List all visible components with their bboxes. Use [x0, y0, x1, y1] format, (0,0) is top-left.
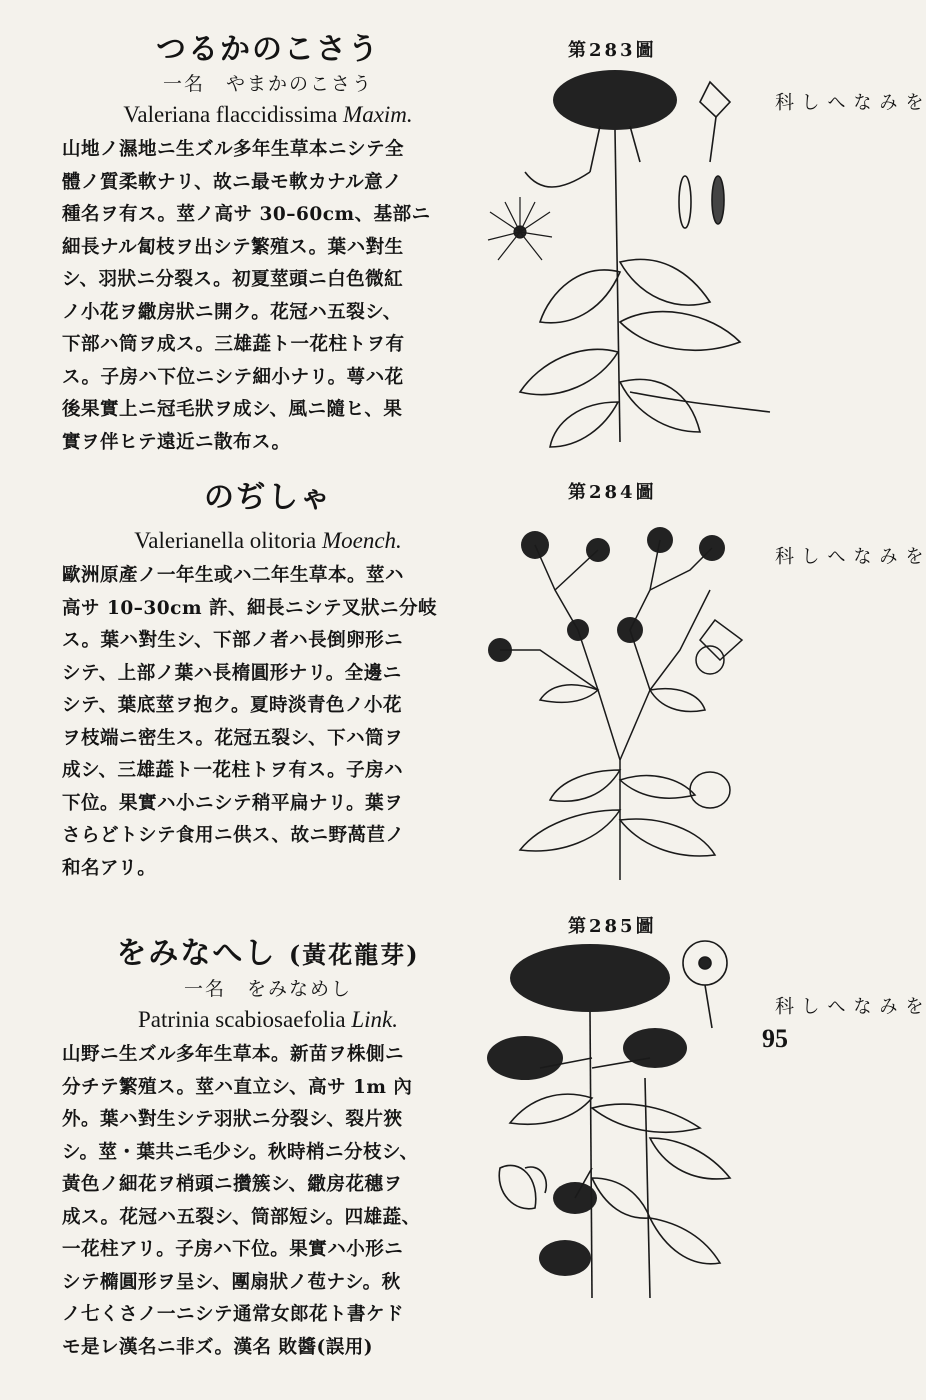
entry-title	[62, 934, 474, 975]
entry-text	[62, 478, 474, 885]
description-line: 成シ、三雄蕋ト一花柱トヲ有ス。子房ハ	[62, 760, 404, 781]
latin-author: Moench.	[321, 528, 402, 553]
description-line: シテ、上部ノ葉ハ長楕圓形ナリ。全邊ニ	[62, 662, 402, 684]
description-line: 下位。果實ハ小ニシテ稍平扁ナリ。葉ヲ	[62, 792, 404, 814]
entry-title: つるかのこさう	[156, 32, 380, 67]
description-line: 體ノ質柔軟ナリ、故ニ最モ軟カナル意ノ	[62, 171, 403, 193]
description-line: シ、羽狀ニ分裂ス。初夏莖頭ニ白色微紅	[62, 269, 404, 290]
leaf-group	[520, 685, 715, 856]
figure-number: 第285圖	[568, 916, 657, 937]
entry-description	[62, 560, 474, 885]
description-line: さらどトシテ食用ニ供ス、故ニ野萵苣ノ	[62, 825, 405, 846]
entry-text	[62, 30, 474, 459]
description-line: 山野ニ生ズル多年生草本。新苗ヲ株側ニ	[62, 1044, 405, 1065]
entry-description	[62, 1039, 474, 1364]
family-label: をみなへし科	[772, 92, 924, 113]
flower-heads	[488, 527, 725, 662]
description-line: 後果實上ニ冠毛狀ヲ成シ、風ニ隨ヒ、果	[62, 399, 403, 420]
latin-binomial: Valeriana flaccidissima	[123, 102, 338, 127]
description-line: ス。葉ハ對生シ、下部ノ者ハ長倒卵形ニ	[62, 630, 404, 651]
leaf-group	[510, 1094, 730, 1264]
description-line: 種名ヲ有ス。莖ノ高サ 30–60cm、基部ニ	[62, 204, 431, 225]
title-kanji-name: (黃花龍芽)	[288, 940, 420, 969]
title-main: をみなへし	[116, 936, 277, 971]
latin-author: Maxim.	[343, 102, 413, 127]
entry-alias: 一名 をみなめし	[183, 978, 352, 1000]
entry-description	[62, 134, 474, 459]
latin-binomial: Valerianella olitoria	[134, 528, 317, 553]
description-line: 分チテ繁殖ス。莖ハ直立シ、高サ 1m 內	[62, 1076, 413, 1098]
description-line: シ。莖・葉共ニ毛少シ。秋時梢ニ分枝シ、	[62, 1141, 419, 1163]
description-line: 歐洲原產ノ一年生或ハ二年生草本。莖ハ	[62, 565, 405, 586]
flower-detail	[690, 620, 742, 808]
flower-clusters	[487, 944, 687, 1276]
family-label: をみなへし科	[772, 546, 924, 567]
description-line: 下部ハ筒ヲ成ス。三雄蕋ト一花柱トヲ有	[62, 334, 405, 355]
description-line: 成ス。花冠ハ五裂シ、筒部短シ。四雄蕋、	[62, 1206, 421, 1228]
entry-text	[62, 934, 474, 1364]
plant-illustration	[480, 938, 780, 1308]
description-line: 高サ 10–30cm 許、細長ニシテ叉狀ニ分岐	[62, 597, 437, 619]
description-line: 黃色ノ細花ヲ梢頭ニ攢簇シ、繖房花穗ヲ	[62, 1174, 403, 1195]
description-line: 外。葉ハ對生シテ羽狀ニ分裂シ、裂片狹	[62, 1109, 403, 1130]
description-line: モ是レ漢名ニ非ズ。漢名 敗醬(誤用)	[62, 1336, 374, 1358]
figure-number: 第283圖	[568, 40, 657, 61]
flower-detail	[679, 82, 730, 228]
leaf-group	[520, 259, 770, 447]
description-line: 細長ナル匐枝ヲ出シテ繁殖ス。葉ハ對生	[62, 236, 404, 258]
latin-name	[62, 1003, 474, 1037]
description-line: 山地ノ濕地ニ生ズル多年生草本ニシテ全	[62, 139, 405, 160]
description-line: ノ小花ヲ繖房狀ニ開ク。花冠ハ五裂シ、	[62, 301, 402, 323]
entry-alias: 一名 やまかのこさう	[162, 73, 373, 95]
plant-illustration	[480, 510, 780, 890]
description-line: シテ、葉底莖ヲ抱ク。夏時淡青色ノ小花	[62, 695, 402, 716]
figure-number: 第284圖	[568, 482, 657, 503]
latin-name	[62, 98, 474, 132]
flower-cluster	[553, 70, 677, 130]
plant-illustration	[480, 62, 780, 452]
entry-title: のぢしゃ	[204, 480, 332, 515]
family-label: をみなへし科	[772, 996, 924, 1017]
latin-binomial: Patrinia scabiosaefolia	[138, 1007, 346, 1032]
latin-name	[62, 524, 474, 558]
description-line: 一花柱アリ。子房ハ下位。果實ハ小形ニ	[62, 1239, 404, 1260]
pappus-detail	[488, 197, 552, 260]
description-line: 實ヲ伴ヒテ遠近ニ散布ス。	[62, 431, 291, 453]
description-line: ノ七くさノ一ニシテ通常女郎花ト書ケド	[62, 1304, 405, 1325]
description-line: シテ橢圓形ヲ呈シ、團扇狀ノ苞ナシ。秋	[62, 1271, 401, 1293]
description-line: ヲ枝端ニ密生ス。花冠五裂シ、下ハ筒ヲ	[62, 727, 404, 749]
latin-author: Link.	[351, 1007, 398, 1032]
description-line: 和名アリ。	[62, 857, 157, 879]
description-line: ス。子房ハ下位ニシテ細小ナリ。萼ハ花	[62, 366, 404, 388]
page-number: 95	[762, 1024, 788, 1053]
